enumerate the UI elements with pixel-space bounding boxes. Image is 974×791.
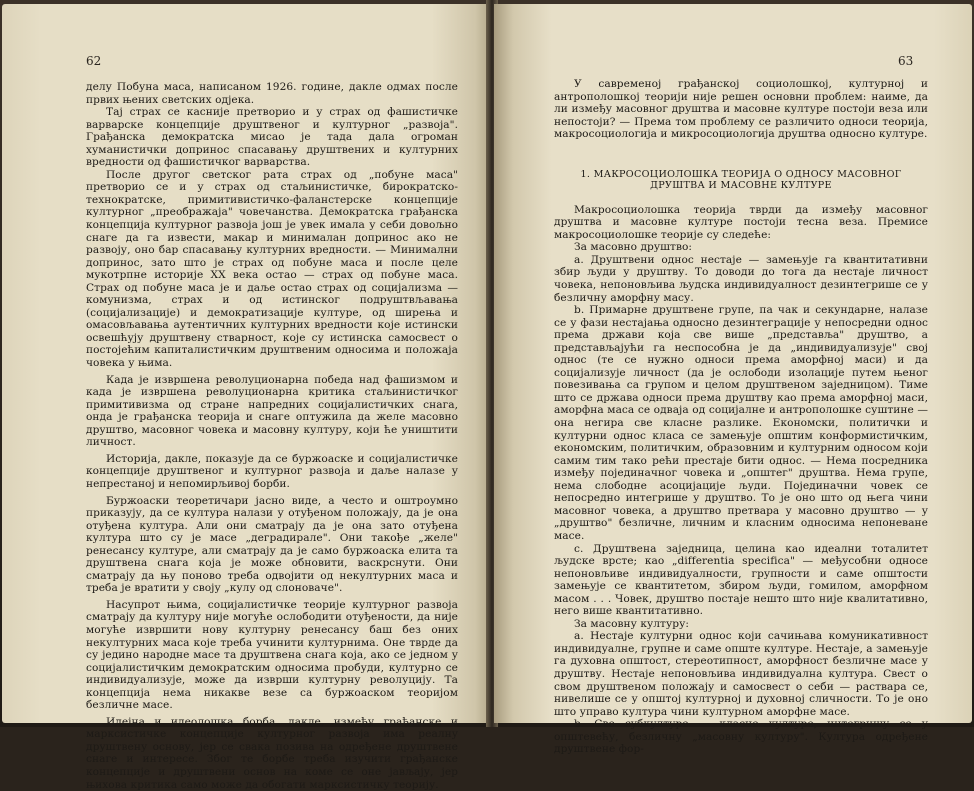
- paragraph: c. Друштвена заједница, целина као идеални тоталитет људске врсте; као „differentia specifica" — међусобни односе непоновљиве индивидуалности, групности и саме општости замењује се квантитетом, збиром људи, гомилом, аморфном масом . . . Човек, друштво постаје нешто што није квалитативно, него више квантитативно.: [554, 542, 928, 618]
- page-number-right: 63: [898, 54, 914, 68]
- page-number-left: 62: [86, 54, 102, 68]
- paragraph: а. Друштвени однос нестаје — замењује га квантитативни збир људи у друштву. То доводи до тога да нестаје личност човека, непоновљива људска индивидуалност дезинтегрише се у безличну аморфну масу.: [554, 253, 928, 304]
- right-page-text: [554, 78, 928, 756]
- paragraph: делу Побуна маса, написаном 1926. године, дакле одмах после првих њених светских одјека.: [86, 81, 458, 106]
- section-heading: 1. МАКРОСОЦИОЛОШКА ТЕОРИЈА О ОДНОСУ МАСОВНОГ ДРУШТВА И МАСОВНЕ КУЛТУРЕ: [580, 168, 902, 192]
- paragraph: Насупрот њима, социјалистичке теорије културног развоја сматрају да културу није могуће ослободити отуђености, да није могуће извршити нову културну ренесансу баш без оних некултурних маса које треба учинити културнима. Оне тврде да су једино народне масе та друштвена снага која, ако се једном у социјалистичким демократским односима пробуди, културно се индивидуализује, може да изврши културну револуцију. Та концепција нема никакве везе са буржоаском теоријом безличне масе.: [86, 598, 458, 712]
- paragraph: Тај страх се касније претворио и у страх од фашистичке варварске концепције друштвеног и културног „развоја". Грађанска демократска мисао је тада дала огроман хуманистички допринос спасавању друштвених и културних вредности од фашистичког варварства.: [86, 106, 458, 169]
- paragraph: За масовно друштво:: [574, 241, 693, 254]
- paragraph: b. Примарне друштвене групе, па чак и секундарне, налазе се у фази нестајања односно дезинтеграције у непосредни однос према држави која све више „представља" друштво, а представљајући га неспособна је да „индивидуализује" свој однос (те се нужно односи према аморфној маси) и да социјализује личност (да је ослободи изолације путем њеног повезивања са групом и целом друштвеном заједницом). Тиме што се држава односи према друштву као према аморфној маси, аморфна маса се одваја од социјалне и антрополошке суштине — она негира све класне разлике. Економски, политички и културни однос класа се замењује општим конформистичким, економским, политичким, образовним и културним односом који самим тим тако рећи престаје бити однос. — Нема посредника између појединачног човека и „општег" друштва. Нема групе, нема слободне асоцијације људи. Појединачни човек се непосредно интегрише у друштво. То је оно што од њега чини масовног човека, а друштво претвара у масовно друштво — у „друштво" безличне, личним и класним односима непоневане масе.: [554, 304, 928, 542]
- paragraph: Када је извршена револуционарна победа над фашизмом и када је извршена револуционарна критика стаљинистичког примитивизма од стране напредних социјалистичких снага, онда је грађанска теорија и снаге оптужила да желе масовно друштво, масовног човека и масовну културу, који ће уништити личност.: [86, 373, 458, 449]
- left-page-text: [86, 81, 458, 791]
- paragraph: Идејна и идеолошка борба, дакле, између грађанске и марксистичке концепције културног развоја има реалну друштвену основу, јер се свака позива на одређене друштвене снаге и интересе. Због те борбе треба изучити грађанске концепције и друштвени основ на коме се оне јављају, јер њихова критика само може да обогати марксистичку теорију.: [86, 715, 458, 791]
- paragraph: За масовну културу:: [574, 617, 689, 630]
- paragraph: Историја, дакле, показује да се буржоаске и социјалистичке концепције друштвеног и културног развоја и даље налазе у непрестаној и непомирљивој борби.: [86, 452, 458, 490]
- left-page: [2, 4, 490, 791]
- paragraph: Буржоаски теоретичари јасно виде, а често и оштроумно приказују, да се култура налази у отуђеном положају, да је она отуђена култура. Али они сматрају да је она зато отуђена култура што су је масе „деградирале". Они такође „желе" ренесансу културе, али сматрају да је само буржоаска елита та друштвена снага која је може обновити, васкрснути. Они сматрају да њу поново треба одвојити од некултурних маса и треба је вратити у своју „кулу од слоноваче".: [86, 494, 458, 595]
- paragraph: Макросоциолошка теорија тврди да између масовног друштва и масовне културе постоји тесна веза. Премисе макросоциолошке теорије су следеће:: [554, 203, 928, 241]
- paragraph: После другог светског рата страх од „побуне маса" претворио се и у страх од стаљинистичке, бирократско-технократске, примитивистичко-фаланстерске концепције културног „преображаја" човечанства. Демократска грађанска концепција културног развоја још је увек имала у себи довољно снаге да га извести, макар и минималан допринос ако не развоју, оно бар спасавању културних вредности. — Минимални допринос, зато што је страх од побуне маса и после целе мукотрпне историје XX века остао — страх од побуне маса. Страх од побуне маса је и даље остао страх од социјализма — комунизма, страх и од истинског подруштвљавања (социјализације) и демократизације културе, од ширења и омасовљавања аутентичних културних вредности које истински освешћују друштвену стварност, које су истинска самосвест о постојећим капиталистичким друштвеним односима и положаја човека у њима.: [86, 168, 458, 370]
- intro-paragraph: У савременој грађанској социолошкој, културној и антрополошкој теорији није решен основни проблем: наиме, да ли између масовног друштва и масовне културе постоји веза или непостоји? — Према том проблему се различито односи теорија, макросоциологија и микросоциологија друштва односно културе.: [554, 78, 928, 141]
- right-page: [494, 4, 972, 756]
- paragraph: а. Нестаје културни однос који сачињава комуникативност индивидуалне, групне и саме опште културе. Нестаје, а замењује га духовна општост, стереотипност, аморфност безличне масе у друштву. Нестаје непоновљива индивидуална култура. Свест о свом друштвеном положају и самосвест о себи — раствара се, нивелише се у општој културној и духовној сличности. То је оно што управо култура чини културном аморфне масе.: [554, 630, 928, 718]
- paragraph: b. Све субкултуре — класне културе, интегришу се у општевећу, безличну „масовну културу". Култура одређене друштвене фор-: [554, 718, 928, 756]
